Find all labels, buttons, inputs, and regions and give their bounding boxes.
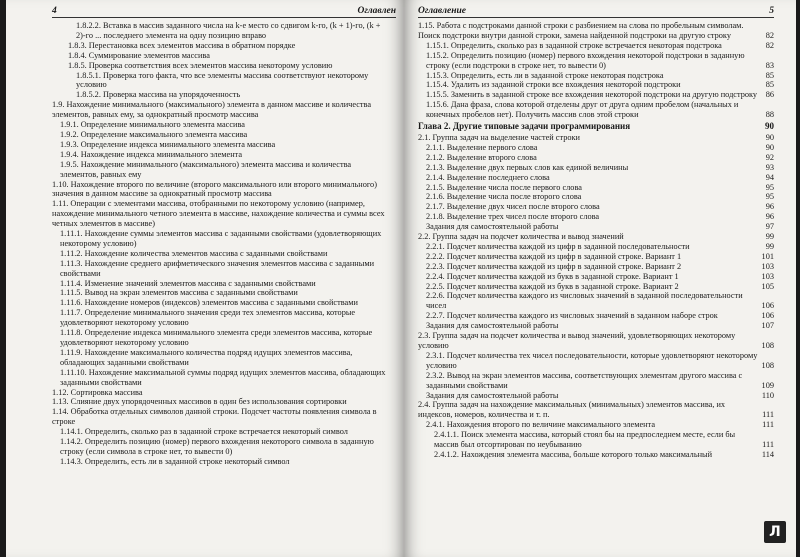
toc-entry-text: 2.1.4. Выделение последнего слова bbox=[426, 172, 550, 182]
toc-page-number: 96 bbox=[765, 212, 774, 222]
toc-entry bbox=[52, 298, 396, 308]
toc-entry-text: 1.8.4. Суммирование элементов массива bbox=[68, 50, 210, 60]
toc-entry bbox=[418, 232, 774, 242]
toc-entry-text: 1.14. Обработка отдельных символов данной строки. Подсчет частоты появления символа в строке bbox=[52, 407, 377, 427]
toc-entry-text: 2.1.1. Выделение первого слова bbox=[426, 142, 538, 152]
toc-entry-text: 1.8.3. Перестановка всех элементов массива в обратном порядке bbox=[68, 40, 296, 50]
toc-page-number: 88 bbox=[765, 110, 774, 120]
toc-page-number: 85 bbox=[765, 80, 774, 90]
toc-entry-text: 1.15. Работа с подстроками данной строки с разбиением на слова по пробельным символам. Поиск подстроки внутри данной строки, замена найденной подстроки на другую строку bbox=[418, 21, 744, 40]
toc-entry-text: 1.11.3. Нахождение среднего арифметического значения элементов массива с заданными свойствами bbox=[60, 258, 375, 278]
toc-entry bbox=[52, 348, 396, 368]
toc-entry-text: 1.11. Операции с элементами массива, отобранными по некоторому условию (например, нахождение минимального четного элемента в массиве, нахождение количества и суммы всех четных элементов в массиве) bbox=[52, 199, 385, 229]
toc-entry-text: 1.12. Сортировка массива bbox=[52, 387, 143, 397]
toc-entry bbox=[52, 71, 396, 91]
toc-entry bbox=[418, 262, 774, 272]
toc-entry-text: 1.11.2. Нахождение количества элементов массива с заданными свойствами bbox=[60, 248, 328, 258]
toc-entry bbox=[52, 308, 396, 328]
toc-entry-text: 1.9.1. Определение минимального элемента массива bbox=[60, 120, 245, 130]
toc-entry bbox=[52, 407, 396, 427]
toc-page-number: 103 bbox=[761, 261, 774, 271]
toc-page-number: 101 bbox=[761, 251, 774, 261]
toc-entry bbox=[52, 259, 396, 279]
toc-entry bbox=[418, 163, 774, 173]
running-head: Оглавление bbox=[418, 6, 466, 16]
toc-entry-text: 2.2.1. Подсчет количества каждой из цифр в заданной последовательности bbox=[426, 241, 690, 251]
toc-entry bbox=[418, 242, 774, 252]
toc-entry-text: 2.1.8. Выделение трех чисел после второго слова bbox=[426, 212, 600, 222]
toc-entry-text: 1.9. Нахождение минимального (максимального) элемента в данном массиве и количества элементов, равных ему, за однократный просмотр массива bbox=[52, 100, 372, 120]
toc-page-number: 90 bbox=[765, 132, 774, 142]
toc-entry bbox=[52, 457, 396, 467]
toc-page-number: 111 bbox=[762, 420, 774, 430]
page-number: 4 bbox=[52, 6, 57, 16]
toc-entry-text: 1.9.2. Определение максимального элемента массива bbox=[60, 129, 248, 139]
toc-entry bbox=[52, 229, 396, 249]
toc-entry-text: 1.15.2. Определить позицию (номер) первого вхождения некоторой подстроки в заданную строку (если подстроки в строке нет, то вывести 0) bbox=[426, 50, 745, 70]
book-spread bbox=[6, 0, 796, 557]
toc-entry bbox=[418, 321, 774, 331]
toc-page-number: 86 bbox=[765, 90, 774, 100]
toc-entry bbox=[418, 133, 774, 143]
toc-entry-text: 2.1.3. Выделение двух первых слов как единой величины bbox=[426, 162, 629, 172]
toc-entry bbox=[418, 100, 774, 120]
toc-page-number: 106 bbox=[761, 311, 774, 321]
toc-entry bbox=[418, 90, 774, 100]
toc-entry-text: 2.4.1. Нахождения второго по величине максимального элемента bbox=[426, 420, 656, 430]
toc-page-number: 103 bbox=[761, 271, 774, 281]
toc-page-number: 99 bbox=[765, 232, 774, 242]
toc-page-number: 82 bbox=[765, 40, 774, 50]
toc-entry-text: 2.3. Группа задач на подсчет количества и вывод значений, удовлетворяющих некоторому условию bbox=[418, 331, 736, 350]
toc-page-number: 85 bbox=[765, 70, 774, 80]
toc-entry bbox=[52, 180, 396, 200]
toc-entry-text: 1.14.1. Определить, сколько раз в заданной строке встречается некоторый символ bbox=[60, 427, 348, 437]
toc-page-number: 94 bbox=[765, 172, 774, 182]
toc-entry-text: 2.4. Группа задач на нахождение максимальных (минимальных) элементов массива, их индексов, номеров, количества и т. п. bbox=[418, 400, 726, 420]
toc-entry-text: Задания для самостоятельной работы bbox=[426, 222, 559, 232]
page-header bbox=[418, 4, 774, 18]
toc-page-number: 93 bbox=[765, 162, 774, 172]
toc-entry bbox=[418, 21, 774, 41]
toc-page-number: 92 bbox=[765, 152, 774, 162]
toc-entry-text: 2.1.7. Выделение двух чисел после второго слова bbox=[426, 202, 600, 212]
toc-entry-text: 1.11.1. Нахождение суммы элементов массива с заданными свойствами (удовлетворяющих некоторому условию) bbox=[60, 229, 382, 248]
toc-entry bbox=[52, 21, 396, 41]
toc-entry-text: 2.3.1. Подсчет количества тех чисел последовательности, которые удовлетворяют некоторому условию bbox=[426, 350, 758, 370]
toc-page-number: 96 bbox=[765, 202, 774, 212]
toc-page-number: 95 bbox=[765, 192, 774, 202]
toc-entry-text: 1.13. Слияние двух упорядоченных массивов в один без использования сортировки bbox=[52, 397, 347, 407]
toc-page-number: 107 bbox=[761, 321, 774, 331]
toc-entry-text: 2.2. Группа задач на подсчет количества и вывод значений bbox=[418, 232, 624, 242]
toc-entry-text: 1.9.3. Определение индекса минимального элемента массива bbox=[60, 139, 276, 149]
toc-entry bbox=[418, 252, 774, 262]
toc-entry bbox=[52, 61, 396, 71]
toc-page-number: 99 bbox=[765, 241, 774, 251]
toc-entry-text: 1.15.5. Заменить в заданной строке все вхождения некоторой подстроки на другую подстроку bbox=[426, 90, 758, 100]
toc-entry bbox=[418, 282, 774, 292]
toc-entry-text: 2.1.6. Выделение числа после второго слова bbox=[426, 192, 582, 202]
toc-page-number: 110 bbox=[761, 390, 774, 400]
left-page bbox=[6, 0, 404, 557]
toc-entry-text: 2.2.3. Подсчет количества каждой из цифр в заданной строке. Вариант 2 bbox=[426, 261, 682, 271]
toc-entry-text: 1.9.5. Нахождение минимального (максимального) элемента массива и количества элементов, равных ему bbox=[60, 159, 352, 179]
toc-entry-text: 1.8.5.2. Проверка массива на упорядоченность bbox=[76, 90, 241, 100]
toc-entry bbox=[418, 153, 774, 163]
toc-entry bbox=[52, 150, 396, 160]
toc-entry-text: 1.8.5. Проверка соответствия всех элементов массива некоторому условию bbox=[68, 60, 333, 70]
toc-entry-text: 1.8.5.1. Проверка того факта, что все элементы массива соответствуют некоторому условию bbox=[76, 70, 369, 90]
toc-list bbox=[52, 21, 396, 467]
toc-entry bbox=[418, 351, 774, 371]
toc-entry bbox=[418, 192, 774, 202]
toc-entry-text: 1.11.8. Определение индекса минимального элемента среди элементов массива, которые удовлетворяют некоторому условию bbox=[60, 328, 373, 347]
toc-entry-text: Глава 2. Другие типовые задачи программирования bbox=[418, 121, 631, 132]
toc-entry bbox=[418, 41, 774, 51]
toc-entry bbox=[418, 311, 774, 321]
toc-page-number: 90 bbox=[765, 142, 774, 152]
toc-entry-text: 1.11.10. Нахождение максимальной суммы подряд идущих элементов массива, обладающих заданными свойствами bbox=[60, 367, 386, 387]
toc-entry bbox=[418, 331, 774, 351]
toc-entry bbox=[418, 371, 774, 391]
toc-entry bbox=[418, 291, 774, 311]
toc-entry-text: 1.11.9. Нахождение максимального количества подряд идущих элементов массива, обладающих заданными свойствами bbox=[60, 347, 353, 367]
toc-entry bbox=[52, 100, 396, 120]
toc-entry-text: 1.15.1. Определить, сколько раз в заданной строке встречается некоторая подстрока bbox=[426, 40, 722, 50]
toc-entry bbox=[52, 368, 396, 388]
toc-entry-text: 1.11.5. Вывод на экран элементов массива с заданными свойствами bbox=[60, 288, 298, 298]
toc-entry bbox=[418, 222, 774, 232]
toc-entry bbox=[52, 427, 396, 437]
toc-entry bbox=[52, 397, 396, 407]
toc-page-number: 111 bbox=[762, 410, 774, 420]
toc-entry bbox=[52, 388, 396, 398]
toc-entry bbox=[52, 279, 396, 289]
toc-entry-text: 2.1. Группа задач на выделение частей строки bbox=[418, 132, 580, 142]
toc-entry bbox=[418, 272, 774, 282]
toc-entry bbox=[52, 120, 396, 130]
toc-entry bbox=[418, 450, 774, 460]
toc-entry-text: 2.2.6. Подсчет количества каждого из числовых значений в заданной последовательности чисел bbox=[426, 291, 743, 311]
toc-entry bbox=[418, 391, 774, 401]
toc-entry-text: 1.15.6. Дана фраза, слова которой отделены друг от друга одним пробелом (начальных и конечных пробелов нет). Получить массив слов этой строки bbox=[426, 100, 739, 120]
toc-page-number: 111 bbox=[762, 440, 774, 450]
toc-entry-text: 2.2.2. Подсчет количества каждой из цифр в заданной строке. Вариант 1 bbox=[426, 251, 682, 261]
toc-entry-text: 1.9.4. Нахождение индекса минимального элемента bbox=[60, 149, 243, 159]
page-number: 5 bbox=[769, 6, 774, 16]
toc-entry bbox=[52, 437, 396, 457]
toc-entry-text: 2.2.7. Подсчет количества каждого из числовых значений в заданном наборе строк bbox=[426, 311, 718, 321]
toc-entry-text: 2.1.2. Выделение второго слова bbox=[426, 152, 537, 162]
toc-entry-text: Задания для самостоятельной работы bbox=[426, 321, 559, 331]
toc-entry-text: 2.4.1.1. Поиск элемента массива, который стоял бы на предпоследнем месте, если бы массив был отсортирован по неубыванию bbox=[434, 430, 736, 450]
toc-entry bbox=[52, 160, 396, 180]
toc-entry-text: 1.11.4. Изменение значений элементов массива с заданными свойствами bbox=[60, 278, 316, 288]
toc-entry bbox=[52, 288, 396, 298]
toc-page-number: 114 bbox=[761, 449, 774, 459]
toc-page-number: 95 bbox=[765, 182, 774, 192]
toc-entry-text: 1.11.7. Определение минимального значения среди тех элементов массива, которые удовлетворяют некоторому условию bbox=[60, 308, 356, 328]
toc-entry bbox=[418, 202, 774, 212]
toc-page-number: 82 bbox=[765, 30, 774, 40]
toc-entry bbox=[52, 51, 396, 61]
running-head: Оглавлен bbox=[357, 6, 396, 16]
toc-entry bbox=[418, 122, 774, 132]
toc-entry-text: 1.15.4. Удалить из заданной строки все вхождения некоторой подстроки bbox=[426, 80, 681, 90]
toc-entry bbox=[52, 328, 396, 348]
toc-entry bbox=[52, 41, 396, 51]
toc-page-number: 109 bbox=[761, 380, 774, 390]
toc-entry bbox=[52, 140, 396, 150]
toc-entry bbox=[418, 430, 774, 450]
toc-entry-text: 1.14.3. Определить, есть ли в заданной строке некоторый символ bbox=[60, 456, 290, 466]
toc-entry-text: 2.1.5. Выделение числа после первого слова bbox=[426, 182, 582, 192]
toc-entry-text: 2.2.5. Подсчет количества каждой из букв в заданной строке. Вариант 2 bbox=[426, 281, 679, 291]
toc-entry bbox=[418, 212, 774, 222]
toc-entry bbox=[52, 249, 396, 259]
toc-page-number: 90 bbox=[765, 121, 774, 132]
toc-entry-text: 2.3.2. Вывод на экран элементов массива, соответствующих элементам другого массива с заданными свойствами bbox=[426, 370, 743, 390]
toc-entry bbox=[52, 130, 396, 140]
toc-entry bbox=[52, 199, 396, 229]
toc-page-number: 108 bbox=[761, 341, 774, 350]
page-header bbox=[52, 4, 396, 18]
toc-entry-text: 1.8.2.2. Вставка в массив заданного числа на k-е место со сдвигом k-го, (k + 1)-го, (k + 2)-го ... последнего элемента на одну позицию вправо bbox=[76, 21, 381, 40]
toc-entry bbox=[418, 51, 774, 71]
toc-entry-text: 1.11.6. Нахождение номеров (индексов) элементов массива с заданными свойствами bbox=[60, 298, 358, 308]
publisher-logo: Л bbox=[764, 521, 786, 543]
toc-entry bbox=[418, 71, 774, 81]
toc-page-number: 97 bbox=[765, 222, 774, 232]
toc-page-number: 108 bbox=[761, 360, 774, 370]
toc-page-number: 106 bbox=[761, 301, 774, 311]
toc-entry-text: 1.15.3. Определить, есть ли в заданной строке некоторая подстрока bbox=[426, 70, 664, 80]
toc-entry-text: 1.10. Нахождение второго по величине (второго максимального или второго минимального) значения в данном массиве за однократный просмотр массива bbox=[52, 179, 377, 199]
toc-entry-text: 2.4.1.2. Нахождения элемента массива, больше которого только максимальный bbox=[434, 449, 713, 459]
toc-entry bbox=[52, 90, 396, 100]
toc-entry-text: Задания для самостоятельной работы bbox=[426, 390, 559, 400]
toc-page-number: 105 bbox=[761, 281, 774, 291]
toc-page-number: 83 bbox=[765, 60, 774, 70]
toc-entry-text: 2.2.4. Подсчет количества каждой из букв в заданной строке. Вариант 1 bbox=[426, 271, 679, 281]
toc-entry bbox=[418, 400, 774, 420]
toc-entry bbox=[418, 80, 774, 90]
toc-entry bbox=[418, 173, 774, 183]
right-page bbox=[404, 0, 796, 557]
toc-list bbox=[418, 21, 774, 460]
toc-entry bbox=[418, 143, 774, 153]
toc-entry-text: 1.14.2. Определить позицию (номер) первого вхождения некоторого символа в заданную строку (если символа в строке нет, то вывести 0) bbox=[60, 437, 374, 456]
toc-entry bbox=[418, 183, 774, 193]
toc-entry bbox=[418, 420, 774, 430]
